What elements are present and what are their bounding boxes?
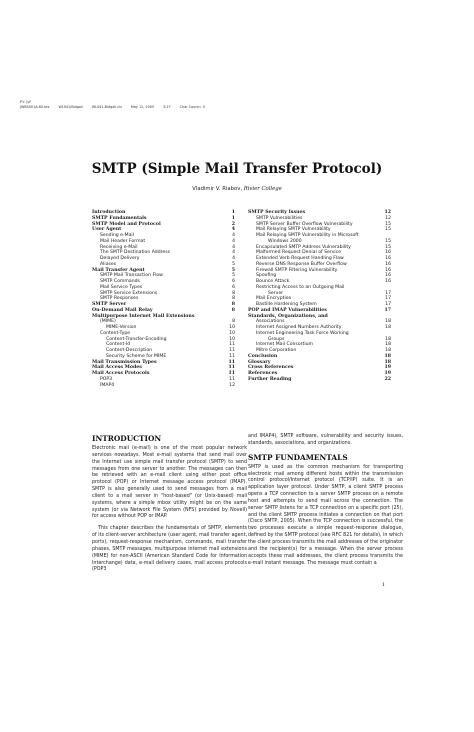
toc-entry-label: Content-Transfer-Encoding xyxy=(106,336,167,342)
header-book: WL041/Bidgoli xyxy=(58,105,83,110)
toc-entry-label: Delayed Delivery xyxy=(100,256,140,261)
toc-entry-label: Mail Header Format xyxy=(100,238,146,244)
toc-entry-page: 4 xyxy=(231,227,235,233)
header-date: May 12, 2005 xyxy=(130,105,155,110)
toc-entry-page: 12 xyxy=(229,382,235,388)
author-line xyxy=(0,186,474,192)
toc-entry-page: 10 xyxy=(229,325,235,330)
toc-entry-label: MIME-Version xyxy=(106,325,137,330)
section-heading-introduction: INTRODUCTION xyxy=(92,434,162,443)
toc-entry-page: 18 xyxy=(384,353,391,359)
toc-entry-label: Introduction xyxy=(92,210,126,215)
toc-entry-page: 18 xyxy=(385,319,391,325)
toc-entry-label: Multipurpose Internet Mail Extensions xyxy=(92,313,195,319)
intro-continuation: and IMAP4), SMTP software, vulnerability and security issues, standards, associations, and organizations. xyxy=(248,434,403,446)
toc-entry-label: Internet Mail Consortium xyxy=(256,342,313,348)
toc-entry-label: Security Scheme for MIME xyxy=(106,353,167,359)
toc-entry-page: 19 xyxy=(384,371,391,376)
toc-entry-page: 10 xyxy=(229,330,235,336)
toc-entry-label: Content-Type xyxy=(100,330,131,336)
toc-entry-page: 8 xyxy=(232,319,235,325)
toc-entry-page: 17 xyxy=(384,307,391,313)
toc-entry-label: The SMTP Destination Address xyxy=(100,250,171,256)
toc-entry-page: 11 xyxy=(229,342,235,348)
toc-entry-page: 8 xyxy=(232,296,235,302)
toc-entry-page: 8 xyxy=(231,302,235,307)
header-time: 3:27 xyxy=(163,105,171,110)
toc-entry-label: Content-Description xyxy=(106,348,153,353)
toc-entry-label: Sending e-Mail xyxy=(100,233,134,238)
toc-entry-label: POP and IMAP Vulnerabilities xyxy=(248,307,327,313)
toc-entry-page: 16 xyxy=(385,261,391,267)
toc-entry-label: SMTP Vulnerabilities xyxy=(256,215,303,221)
toc-entry-page: 22 xyxy=(384,376,391,382)
toc-entry-page: 2 xyxy=(231,221,235,227)
toc-entry-page: 6 xyxy=(232,284,235,290)
toc-entry-page: 18 xyxy=(384,359,391,365)
toc-entry-page: 15 xyxy=(385,221,391,227)
toc-entry-page: 16 xyxy=(385,279,391,284)
toc-entry-label: Conclusion xyxy=(248,353,278,359)
toc-entry-label: SMTP Security Issues xyxy=(248,210,306,215)
toc-entry-page: 18 xyxy=(385,336,391,342)
toc-entry-page: 4 xyxy=(232,256,235,261)
toc-entry-label: POP3 xyxy=(100,376,113,382)
toc-right-column xyxy=(248,210,391,383)
toc-entry-page: 8 xyxy=(231,307,235,313)
toc-entry-page: 18 xyxy=(385,342,391,348)
header-line-2 xyxy=(20,105,205,110)
toc-entry xyxy=(248,377,391,383)
toc-entry-label: Bastille Hardening System xyxy=(256,302,317,307)
toc-entry-label: Mail Access Modes xyxy=(92,365,142,371)
toc-entry-label: Groups xyxy=(268,336,285,342)
toc-entry-page: 11 xyxy=(229,353,235,359)
toc-entry-label: Mitre Corporation xyxy=(256,348,297,353)
toc-entry-page: 11 xyxy=(228,359,235,365)
toc-entry-label: Spoofing xyxy=(256,273,277,279)
toc-entry-label: Extended Verb Request Handling Flaw xyxy=(256,256,344,261)
toc-entry-page: 18 xyxy=(385,325,391,330)
header-class: WL041-Bidgoli.cls xyxy=(91,105,122,110)
toc-entry-label: Standards, Organizations, and xyxy=(248,313,328,319)
toc-entry-label: Malformed Request Denial of Service xyxy=(256,250,342,256)
toc-entry-page: 19 xyxy=(384,365,391,371)
author-affiliation: Rivier College xyxy=(243,186,282,192)
toc-entry-page: 15 xyxy=(385,244,391,250)
toc-entry-page: 4 xyxy=(232,250,235,256)
toc-left-column xyxy=(92,210,235,388)
toc-entry-label: Mail Access Protocols xyxy=(92,371,150,376)
toc-entry-page: 17 xyxy=(385,296,391,302)
toc-entry-page: 4 xyxy=(232,238,235,244)
toc-entry-label: Receiving e-Mail xyxy=(100,244,138,250)
toc-entry-label: SMTP Service Extensions xyxy=(100,290,158,296)
toc-entry-label: On-Demand Mail Relay xyxy=(92,307,153,313)
toc-entry-label: Further Reading xyxy=(248,376,292,382)
toc-entry-label: Server xyxy=(268,290,284,296)
toc-entry-label: Aliases xyxy=(100,261,117,267)
toc-entry-page: 5 xyxy=(232,261,235,267)
toc-entry-label: SMTP Mail Transaction Flow xyxy=(100,273,163,279)
toc-entry-label: SMTP Server xyxy=(92,302,127,307)
header-charcount: Char Count= 0 xyxy=(179,105,205,110)
toc-entry-page: 16 xyxy=(385,256,391,261)
toc-entry-label: SMTP Server Buffer Overflow Vulnerability xyxy=(256,221,353,227)
intro-paragraph-1: Electronic mail (e-mail) is one of the most popular network services nowadays. Most e-mail systems that send mail over the Internet use simple mail transfer protocol (SMTP) to send messages from one server to another. The messages can then be retrieved with an e-mail client using either post office protocol (POP) or Internet message access protocol (IMAP). SMTP is also generally used to send messages from a mail client to a mail server in "host-based" (or Unix-based) mail systems, where a simple mbox utility might be on the same system (or via Network File System (NFS) provided by Novell) for access without POP or IMAP. xyxy=(92,446,247,520)
toc-entry-label: References xyxy=(248,371,278,376)
toc-entry-page: 5 xyxy=(232,273,235,279)
chapter-title: SMTP (Simple Mail Transfer Protocol) xyxy=(91,161,383,177)
toc-entry-label: Windows 2000 xyxy=(268,238,302,244)
header-file: JWBS001A-60.tex xyxy=(20,105,50,110)
toc-entry-label: IMAP4 xyxy=(100,382,115,388)
toc-entry-page: 5 xyxy=(231,267,235,273)
toc-entry-label: Mail Relaying SMTP Vulnerability xyxy=(256,227,331,233)
page-number: 1 xyxy=(382,582,386,588)
toc-entry-page: 15 xyxy=(385,227,391,233)
toc-entry-label: Content-Id xyxy=(106,342,131,348)
toc-entry-page: 12 xyxy=(384,210,391,215)
toc-entry-label: Mail Transmission Types xyxy=(92,359,157,365)
toc-entry-label: SMTP Commands xyxy=(100,279,140,284)
toc-entry-label: Mail Encryption xyxy=(256,296,292,302)
toc-entry-page: 4 xyxy=(232,233,235,238)
toc-entry-page: 11 xyxy=(228,371,235,376)
toc-entry-label: Associations xyxy=(256,319,285,325)
toc-entry-label: Reverse DNS Response Buffer Overflow xyxy=(256,261,347,267)
toc-entry-page: 17 xyxy=(385,290,391,296)
toc-entry-page: 16 xyxy=(385,267,391,273)
toc-entry-page: 12 xyxy=(385,215,391,221)
section-heading-smtp-fundamentals: SMTP FUNDAMENTALS xyxy=(248,452,348,462)
body-right-column xyxy=(248,434,403,572)
toc-entry-label: Mail Transfer Agent xyxy=(92,267,145,273)
toc-entry-label: Firewall SMTP Filtering Vulnerability xyxy=(256,267,338,273)
toc-entry-page: 18 xyxy=(385,348,391,353)
toc-entry-label: Mail Relaying SMTP Vulnerability in Microsoft xyxy=(256,233,359,238)
toc-entry-label: Internet Engineering Task Force Working xyxy=(256,330,349,336)
toc-entry-page: 8 xyxy=(232,290,235,296)
toc-entry-label: SMTP Responses xyxy=(100,296,139,302)
toc-entry-page: 16 xyxy=(385,273,391,279)
toc-entry-page: 15 xyxy=(385,238,391,244)
toc-entry-label: Cross References xyxy=(248,365,294,371)
toc-entry-label: SMTP Model and Protocol xyxy=(92,221,161,227)
author-name: Vladimir V. Riabov, xyxy=(192,186,243,192)
toc-entry-label: Internet Assigned Numbers Authority xyxy=(256,325,342,330)
toc-entry-page: 11 xyxy=(228,365,235,371)
header-line-1: P1: JyF xyxy=(20,100,32,104)
toc-entry-page: 10 xyxy=(229,336,235,342)
toc-entry-page: 11 xyxy=(229,376,235,382)
toc-entry-page: 4 xyxy=(232,244,235,250)
toc-entry-label: Bounce Attack xyxy=(256,279,290,284)
toc-entry-label: Encapsulated SMTP Address Vulnerability xyxy=(256,244,351,250)
intro-paragraph-2: This chapter describes the fundamentals of SMTP, elements of its client-server architecture (user agent, mail transfer agent, ports), request-response mechanism, commands, mail transfer phases, SMTP messages, multipurpose internet mail extensions (MIME) for non-ASCII (American Standard Code for Information Interchange) data, e-mail delivery cases, mail access protocols (POP3 xyxy=(92,526,247,573)
toc-entry-label: (MIME) xyxy=(100,319,116,325)
toc-entry-label: Restricting Access to an Outgoing Mail xyxy=(256,284,345,290)
toc-entry-page: 11 xyxy=(229,348,235,353)
toc-entry-label: SMTP Fundamentals xyxy=(92,215,147,221)
toc-entry-label: Mail Service Types xyxy=(100,284,143,290)
running-header xyxy=(20,100,205,110)
toc-entry-page: 6 xyxy=(232,279,235,284)
fundamentals-paragraph-1: SMTP is used as the common mechanism for transporting electronic mail among different hosts within the transmission control protocol/Internet protocol (TCP/IP) suite. It is an application layer protocol. Under SMTP, a client SMTP process opens a TCP connection to a server SMTP process on a remote host and attempts to send mail across the connection. The server SMTP listens for a TCP connection on a specific port (25), and the client SMTP process initiates a connection on that port (Cisco SMTP, 2005). When the TCP connection is successful, the two processes execute a simple request-response dialogue, defined by the SMTP protocol (see RFC 821 for details), in which the client process transmits the mail addresses of the originator and the recipient(s) for a message. When the server process accepts these mail addresses, the client process transmits the e-mail instant message. The message must contain a xyxy=(248,464,403,566)
toc-entry xyxy=(92,383,235,389)
toc-entry-label: Glossary xyxy=(248,359,271,365)
toc-entry-page: 1 xyxy=(231,210,235,215)
toc-entry-page: 17 xyxy=(385,302,391,307)
body-left-column xyxy=(92,434,247,579)
toc-entry-label: User Agent xyxy=(92,227,122,233)
toc-entry-page: 16 xyxy=(385,250,391,256)
toc-entry-page: 1 xyxy=(231,215,235,221)
